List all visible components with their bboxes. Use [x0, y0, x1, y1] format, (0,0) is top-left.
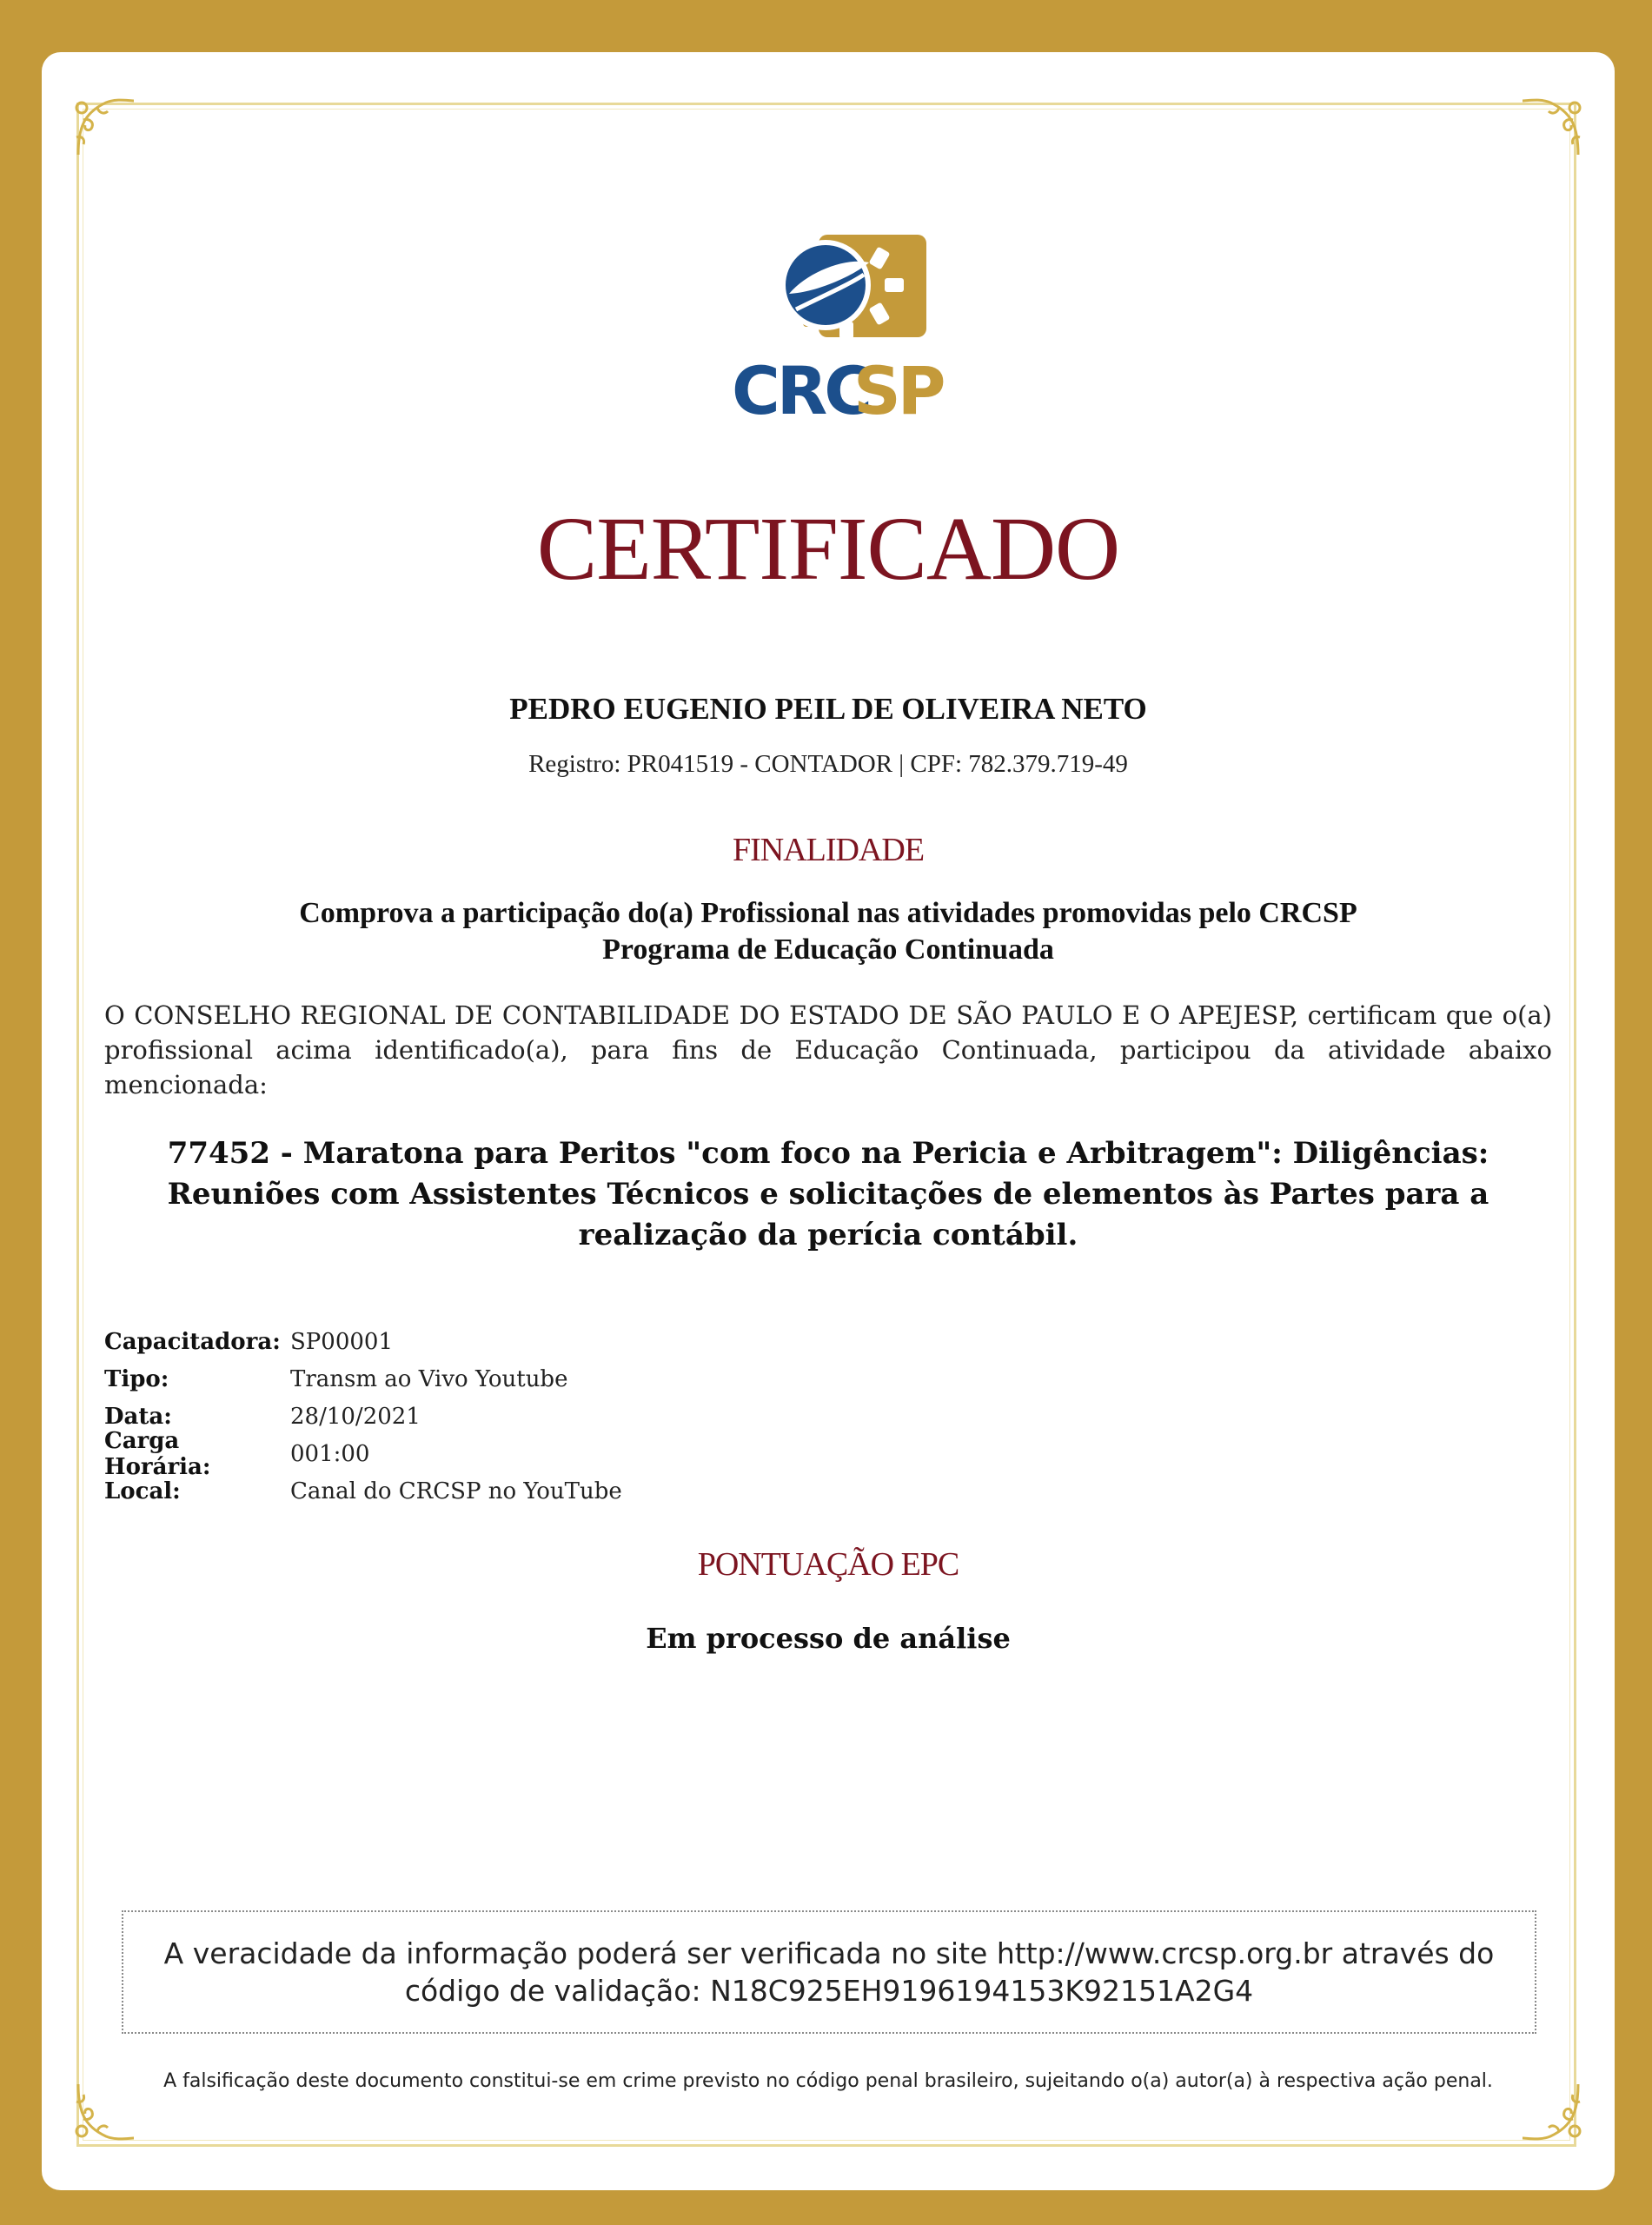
finalidade-heading: FINALIDADE	[732, 832, 925, 868]
crcsp-logo	[725, 214, 951, 431]
detail-label: Data:	[104, 1403, 172, 1430]
recipient-registration: Registro: PR041519 - CONTADOR | CPF: 782.379.719-49	[528, 750, 1128, 778]
verification-box	[122, 1910, 1536, 2034]
finalidade-line-2: Programa de Educação Continuada	[602, 933, 1054, 966]
ornament-corner-icon	[1516, 94, 1585, 163]
certificate-page	[42, 52, 1615, 2190]
detail-value: Canal do CRCSP no YouTube	[290, 1478, 622, 1504]
certificate-title: CERTIFICADO	[536, 499, 1120, 599]
detail-value: 28/10/2021	[290, 1403, 421, 1430]
activity-title: 77452 - Maratona para Peritos "com foco na Pericia e Arbitragem": Diligências: Reuniões com Assistentes Técnicos e solicitações de elementos às Partes para a realização da perícia contábil.	[167, 1136, 1489, 1252]
recipient-name: PEDRO EUGENIO PEIL DE OLIVEIRA NETO	[509, 692, 1147, 726]
detail-label: Local:	[104, 1478, 181, 1504]
detail-value: 001:00	[290, 1440, 370, 1467]
verification-line-1: A veracidade da informação poderá ser verificada no site http://www.crcsp.org.br através do	[163, 1936, 1495, 1970]
finalidade-line-1: Comprova a participação do(a) Profissional nas atividades promovidas pelo CRCSP	[299, 897, 1357, 929]
detail-row-tipo	[104, 1360, 886, 1398]
logo-text-sp: SP	[853, 352, 943, 429]
detail-label: Carga Horária:	[104, 1427, 211, 1480]
pontuacao-status: Em processo de análise	[646, 1622, 1011, 1655]
logo-text-crc: CRC	[732, 352, 870, 429]
intro-paragraph: O CONSELHO REGIONAL DE CONTABILIDADE DO ESTADO DE SÃO PAULO E O APEJESP, certificam que o(a) profissional acima identificado(a), para fins de Educação Continuada, participou da atividade abaixo mencionada:	[104, 1000, 1552, 1099]
pontuacao-heading: PONTUAÇÃO EPC	[697, 1546, 959, 1583]
detail-row-capacitadora	[104, 1323, 886, 1360]
finalidade-text	[42, 895, 1615, 968]
detail-row-carga-horaria	[104, 1427, 886, 1480]
detail-label: Capacitadora:	[104, 1328, 281, 1355]
ornament-corner-icon	[71, 94, 141, 163]
detail-row-local	[104, 1472, 886, 1510]
detail-value: SP00001	[290, 1328, 394, 1355]
verification-line-2: código de validação: N18C925EH9196194153K92151A2G4	[404, 1974, 1254, 2008]
detail-label: Tipo:	[104, 1365, 169, 1392]
details-list	[104, 1323, 886, 1510]
detail-value: Transm ao Vivo Youtube	[290, 1365, 568, 1392]
legal-disclaimer: A falsificação deste documento constitui-se em crime previsto no código penal brasileiro, sujeitando o(a) autor(a) à respectiva ação penal.	[163, 2070, 1493, 2092]
